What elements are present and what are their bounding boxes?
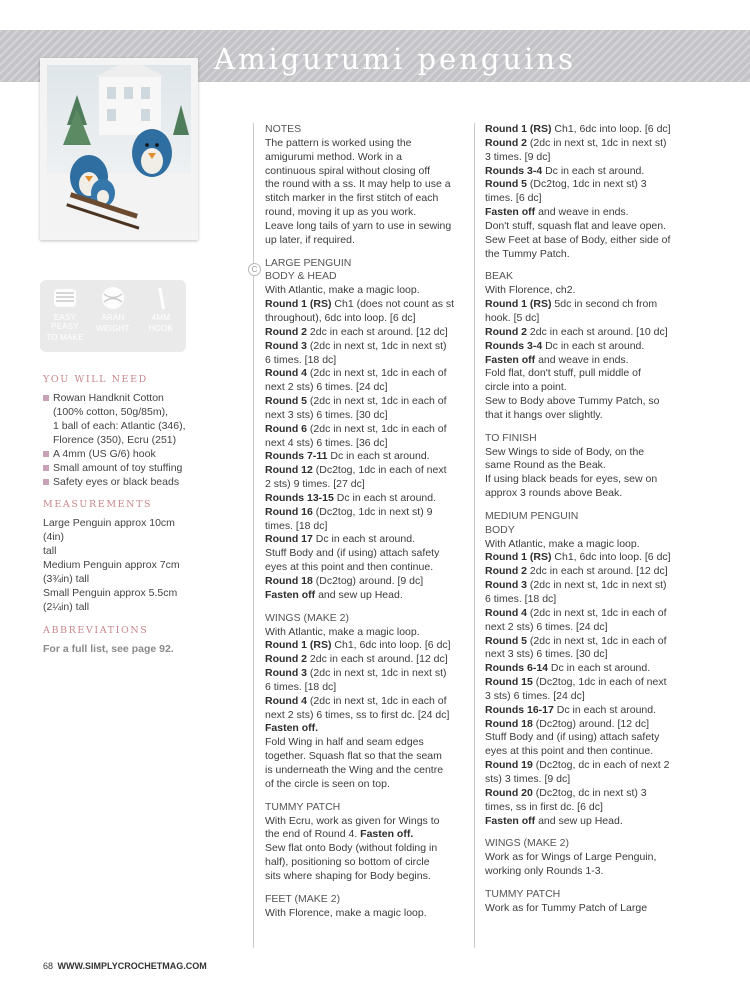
pattern-section bbox=[485, 432, 707, 501]
pattern-line: 3 sts) 6 times. [24 dc] bbox=[485, 689, 585, 702]
pattern-line: hook. [5 dc] bbox=[485, 311, 540, 324]
pattern-line: Fasten off. bbox=[265, 722, 319, 735]
pattern-line: Round 15 (Dc2tog, 1dc in each of next bbox=[485, 676, 667, 689]
section-heading: TO FINISH bbox=[485, 431, 537, 444]
pattern-line: Leave long tails of yarn to use in sewing bbox=[265, 219, 452, 232]
pattern-line: 6 times. [18 dc] bbox=[485, 593, 557, 605]
pattern-line: With Atlantic, make a magic loop. bbox=[265, 625, 420, 638]
pattern-section bbox=[265, 801, 487, 884]
hook-label-1: 4MM bbox=[151, 313, 171, 322]
pattern-line: Round 4 (2dc in next st, 1dc in each of bbox=[265, 694, 447, 707]
pattern-section bbox=[485, 123, 707, 261]
pattern-line: Work as for Tummy Patch of Large bbox=[485, 901, 648, 914]
pattern-line: the round with a ss. It may help to use a bbox=[265, 178, 451, 191]
subsection-heading: BODY & HEAD bbox=[265, 270, 337, 283]
pattern-line: amigurumi method. Work in a bbox=[265, 150, 402, 163]
material-line: (100% cotton, 50g/85m), bbox=[53, 406, 168, 418]
pattern-line: 2 sts) 9 times. [27 dc] bbox=[265, 478, 365, 491]
pattern-line: Round 18 (Dc2tog) around. [9 dc] bbox=[265, 575, 424, 587]
material-item bbox=[43, 461, 195, 475]
column-divider-left bbox=[253, 123, 254, 948]
pattern-line: approx 3 rounds above Beak. bbox=[485, 487, 623, 500]
pattern-line: next 2 sts) 6 times, ss to first dc. [24 dc] bbox=[265, 708, 450, 721]
pattern-line: Round 2 2dc in each st around. [10 dc] bbox=[485, 325, 668, 338]
pattern-column-right bbox=[485, 123, 707, 925]
pattern-line: Sew to Body above Tummy Patch, so bbox=[485, 395, 660, 408]
pattern-line: up later, if required. bbox=[265, 233, 355, 246]
materials-list bbox=[43, 391, 195, 489]
pattern-line: Round 19 (Dc2tog, dc in each of next 2 bbox=[485, 759, 670, 772]
pattern-line: eyes at this point and then continue. bbox=[485, 745, 654, 758]
section-heading: FEET (MAKE 2) bbox=[265, 892, 341, 905]
pattern-line: Round 5 (2dc in next st, 1dc in each of bbox=[265, 395, 447, 408]
pattern-line: Round 1 (RS) Ch1, 6dc into loop. [6 dc] bbox=[265, 639, 451, 652]
measurement-line: (2¼in) tall bbox=[43, 601, 90, 613]
pattern-line: Sew flat onto Body (without folding in bbox=[265, 842, 438, 855]
pattern-line: Round 5 (2dc in next st, 1dc in each of bbox=[485, 634, 667, 647]
pattern-line: round, moving it up as you work. bbox=[265, 206, 417, 219]
pattern-section bbox=[485, 888, 707, 916]
pattern-line: Round 1 (RS) Ch1 (does not count as st bbox=[265, 298, 455, 311]
pattern-line: half), positioning so bottom of circle bbox=[265, 856, 430, 869]
pattern-line: With Atlantic, make a magic loop. bbox=[265, 284, 420, 297]
easy-label-1: EASY PEASY bbox=[51, 313, 79, 331]
pattern-section bbox=[485, 837, 707, 879]
pattern-line: Round 3 (2dc in next st, 1dc in next st) bbox=[265, 667, 447, 680]
material-line: A 4mm (US G/6) hook bbox=[53, 448, 156, 460]
pattern-section bbox=[265, 612, 487, 792]
pattern-line: Round 18 (Dc2tog) around. [12 dc] bbox=[485, 717, 649, 730]
measurement-line: Small Penguin approx 5.5cm bbox=[43, 587, 178, 599]
pattern-line: times, ss in first dc. [6 dc] bbox=[485, 800, 603, 813]
measurement-line: (3¾in) tall bbox=[43, 573, 90, 585]
pattern-line: Round 5 (Dc2tog, 1dc in next st) 3 bbox=[485, 178, 647, 191]
measurements-heading: MEASUREMENTS bbox=[43, 499, 153, 510]
pattern-line: Fasten off and weave in ends. bbox=[485, 353, 629, 366]
measurement-line: Large Penguin approx 10cm (4in) bbox=[43, 517, 175, 543]
section-heading: WINGS (MAKE 2) bbox=[265, 611, 350, 624]
page-title: Amigurumi penguins bbox=[214, 42, 576, 76]
penguin-photo bbox=[40, 58, 198, 240]
pattern-line: Rounds 16-17 Dc in each st around. bbox=[485, 703, 656, 716]
pattern-line: Rounds 3-4 Dc in each st around. bbox=[485, 339, 645, 352]
pattern-line: continuous spiral without closing off bbox=[265, 164, 430, 177]
section-heading: LARGE PENGUIN bbox=[265, 256, 352, 269]
pattern-line: Round 1 (RS) Ch1, 6dc into loop. [6 dc] bbox=[485, 123, 671, 135]
website-url: WWW.SIMPLYCROCHETMAG.COM bbox=[57, 961, 207, 971]
pattern-line: Round 4 (2dc in next st, 1dc in each of bbox=[485, 606, 667, 619]
section-heading: BEAK bbox=[485, 270, 514, 283]
pattern-section bbox=[265, 893, 487, 921]
material-item bbox=[43, 447, 195, 461]
measurements-list bbox=[43, 516, 195, 614]
pattern-line: 6 times. [18 dc] bbox=[265, 680, 337, 693]
pattern-line: Fasten off and sew up Head. bbox=[265, 588, 403, 601]
easy-label-2: TO MAKE bbox=[46, 333, 84, 342]
material-item bbox=[43, 475, 195, 489]
pattern-line: Round 2 2dc in each st around. [12 dc] bbox=[265, 653, 448, 666]
pattern-line: the Tummy Patch. bbox=[485, 247, 570, 260]
pattern-line: Rounds 6-14 Dc in each st around. bbox=[485, 662, 651, 675]
penguin-photo-icon bbox=[47, 65, 191, 233]
pattern-line: Don't stuff, squash flat and leave open. bbox=[485, 219, 667, 232]
pattern-line: With Ecru, work as given for Wings to bbox=[265, 814, 440, 827]
pattern-line: Round 20 (Dc2tog, dc in next st) 3 bbox=[485, 786, 647, 799]
pattern-line: Round 1 (RS) Ch1, 6dc into loop. [6 dc] bbox=[485, 551, 671, 564]
pattern-line: Round 2 2dc in each st around. [12 dc] bbox=[265, 325, 448, 338]
material-line: Florence (350), Ecru (251) bbox=[53, 434, 177, 446]
crochet-hook-icon bbox=[148, 285, 174, 311]
pattern-line: next 4 sts) 6 times. [36 dc] bbox=[265, 436, 388, 449]
pattern-line: Stuff Body and (if using) attach safety bbox=[265, 547, 440, 560]
abbreviations-heading: ABBREVIATIONS bbox=[43, 625, 149, 636]
pattern-line: is underneath the Wing and the centre bbox=[265, 763, 444, 776]
yarn-skein-icon bbox=[52, 285, 78, 311]
pattern-line: Rounds 7-11 Dc in each st around. bbox=[265, 450, 430, 463]
pattern-line: Fold flat, don't stuff, pull middle of bbox=[485, 367, 641, 380]
sidebar-info bbox=[43, 373, 195, 656]
pattern-line: working only Rounds 1-3. bbox=[485, 865, 604, 878]
pattern-line: that it hangs over slightly. bbox=[485, 408, 603, 421]
pattern-section bbox=[265, 257, 487, 603]
abbreviations-text: For a full list, see page 92. bbox=[43, 643, 174, 655]
pattern-section bbox=[485, 510, 707, 828]
section-heading: TUMMY PATCH bbox=[265, 800, 341, 813]
hook-label-2: HOOK bbox=[148, 324, 174, 333]
pattern-line: Round 17 Dc in each st around. bbox=[265, 533, 415, 546]
pattern-line: sts) 3 times. [9 dc] bbox=[485, 772, 571, 785]
pattern-line: Round 4 (2dc in next st, 1dc in each of bbox=[265, 367, 447, 380]
pattern-line: next 3 sts) 6 times. [30 dc] bbox=[485, 648, 608, 661]
pattern-line: the end of Round 4. Fasten off. bbox=[265, 828, 414, 841]
pattern-line: eyes at this point and then continue. bbox=[265, 561, 434, 574]
material-line: 1 ball of each: Atlantic (346), bbox=[53, 420, 186, 432]
pattern-line: Round 16 (Dc2tog, 1dc in next st) 9 bbox=[265, 505, 433, 518]
pattern-line: The pattern is worked using the bbox=[265, 136, 412, 149]
hook-size-badge bbox=[137, 285, 185, 333]
pattern-line: Round 3 (2dc in next st, 1dc in next st) bbox=[265, 339, 447, 352]
pattern-line: together. Squash flat so that the seam bbox=[265, 750, 442, 763]
pattern-line: Sew Wings to side of Body, on the bbox=[485, 445, 645, 458]
section-heading: NOTES bbox=[265, 123, 302, 135]
pattern-line: throughout), 6dc into loop. [6 dc] bbox=[265, 311, 416, 324]
measurement-line: Medium Penguin approx 7cm bbox=[43, 559, 180, 571]
pattern-line: Round 3 (2dc in next st, 1dc in next st) bbox=[485, 579, 667, 592]
pattern-line: stitch marker in the first stitch of each bbox=[265, 192, 439, 205]
pattern-line: next 2 sts) 6 times. [24 dc] bbox=[485, 620, 608, 633]
pattern-line: Rounds 3-4 Dc in each st around. bbox=[485, 164, 645, 177]
you-will-need-heading: YOU WILL NEED bbox=[43, 374, 148, 385]
aran-label-2: WEIGHT bbox=[96, 324, 130, 333]
easy-peasy-badge bbox=[41, 285, 89, 342]
material-line: Rowan Handknit Cotton bbox=[53, 392, 164, 404]
pattern-line: With Florence, ch2. bbox=[485, 284, 576, 297]
pattern-line: Rounds 13-15 Dc in each st around. bbox=[265, 491, 436, 504]
section-heading: TUMMY PATCH bbox=[485, 887, 561, 900]
pattern-line: 3 times. [9 dc] bbox=[485, 150, 551, 163]
aran-label-1: ARAN bbox=[101, 313, 125, 322]
pattern-line: Stuff Body and (if using) attach safety bbox=[485, 731, 660, 744]
pattern-line: Round 1 (RS) 5dc in second ch from bbox=[485, 298, 658, 311]
material-line: Safety eyes or black beads bbox=[53, 476, 180, 488]
pattern-section bbox=[265, 123, 487, 248]
difficulty-icons bbox=[40, 280, 186, 352]
pattern-line: If using black beads for eyes, sew on bbox=[485, 473, 658, 486]
pattern-line: sits where shaping for Body begins. bbox=[265, 869, 431, 882]
pattern-line: Sew Feet at base of Body, either side of bbox=[485, 233, 671, 246]
section-marker-icon: C bbox=[248, 263, 261, 276]
pattern-line: circle into a point. bbox=[485, 381, 567, 394]
pattern-line: Fasten off and sew up Head. bbox=[485, 814, 623, 827]
pattern-column-middle bbox=[265, 123, 487, 929]
subsection-heading: BODY bbox=[485, 523, 515, 536]
pattern-line: Round 12 (Dc2tog, 1dc in each of next bbox=[265, 464, 447, 477]
pattern-line: Round 2 (2dc in next st, 1dc in next st) bbox=[485, 136, 667, 149]
pattern-line: Fasten off and weave in ends. bbox=[485, 206, 629, 219]
material-line: Small amount of toy stuffing bbox=[53, 462, 183, 474]
pattern-line: With Atlantic, make a magic loop. bbox=[485, 537, 640, 550]
page-number: 68 bbox=[43, 961, 54, 971]
measurement-line: tall bbox=[43, 545, 57, 557]
pattern-line: Work as for Wings of Large Penguin, bbox=[485, 851, 657, 864]
section-heading: MEDIUM PENGUIN bbox=[485, 509, 579, 522]
section-heading: WINGS (MAKE 2) bbox=[485, 837, 570, 850]
page-footer bbox=[43, 961, 207, 971]
pattern-line: Round 6 (2dc in next st, 1dc in each of bbox=[265, 422, 447, 435]
aran-weight-badge bbox=[89, 285, 137, 333]
pattern-line: same Round as the Beak. bbox=[485, 459, 606, 472]
material-item bbox=[43, 391, 195, 447]
pattern-line: of the circle is seen on top. bbox=[265, 777, 390, 790]
pattern-line: Fold Wing in half and seam edges bbox=[265, 736, 424, 749]
pattern-line: times. [6 dc] bbox=[485, 192, 542, 205]
pattern-line: With Florence, make a magic loop. bbox=[265, 906, 427, 919]
pattern-line: next 2 sts) 6 times. [24 dc] bbox=[265, 381, 388, 394]
pattern-line: times. [18 dc] bbox=[265, 519, 328, 532]
pattern-line: Round 2 2dc in each st around. [12 dc] bbox=[485, 565, 668, 578]
pattern-line: next 3 sts) 6 times. [30 dc] bbox=[265, 408, 388, 421]
pattern-line: 6 times. [18 dc] bbox=[265, 353, 337, 366]
pattern-section bbox=[485, 270, 707, 422]
yarn-ball-icon bbox=[100, 285, 126, 311]
